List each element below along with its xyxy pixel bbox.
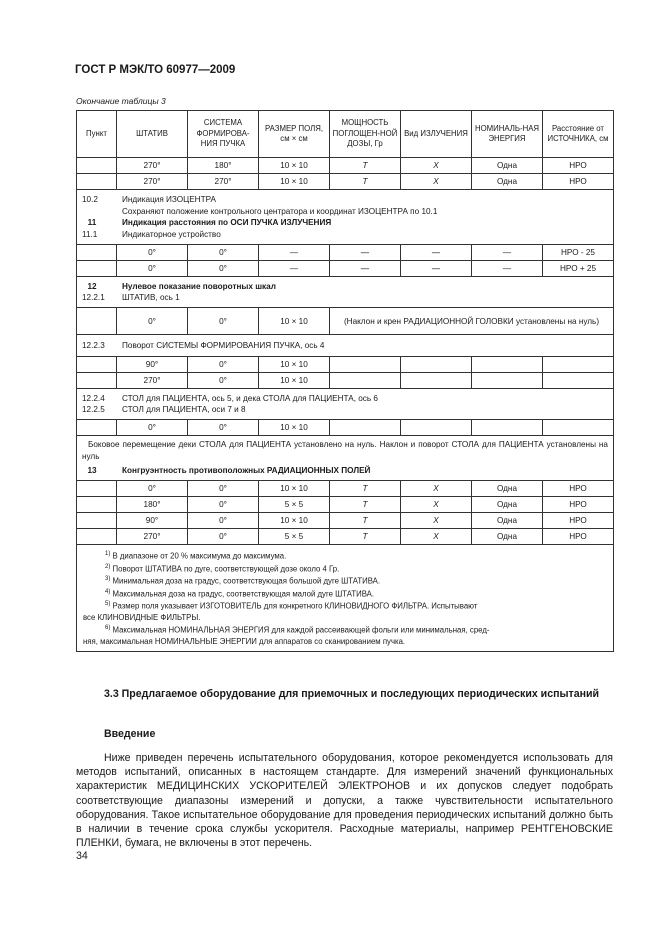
cell-energy: —	[472, 261, 543, 277]
cell-moshchnost: T	[330, 174, 401, 190]
cell-energy	[472, 420, 543, 436]
rows-f	[77, 481, 614, 545]
cell-shtativ: 0°	[117, 245, 188, 261]
table-row	[77, 497, 614, 513]
cell-rasst	[543, 373, 614, 389]
cell-razmer: 10 × 10	[259, 308, 330, 335]
cell-sistema: 0°	[188, 245, 259, 261]
table-row	[77, 261, 614, 277]
section-1224-row	[77, 389, 614, 420]
header-shtativ: ШТАТИВ	[117, 111, 188, 158]
cell-vid: X	[401, 158, 472, 174]
item-number: 13	[87, 466, 97, 476]
cell-punkt	[77, 245, 117, 261]
cell-rasst: НРО + 25	[543, 261, 614, 277]
cell-vid: X	[401, 497, 472, 513]
cell-rasst: НРО	[543, 158, 614, 174]
footnote: $^{1)}$ В диапазоне от 20 % максимума до максимума.	[105, 551, 287, 561]
cell-punkt	[77, 529, 117, 545]
section-12-row	[77, 277, 614, 308]
table-header-row	[77, 111, 614, 158]
cell-moshchnost	[330, 373, 401, 389]
body-paragraph: Ниже приведен перечень испытательного оборудования, которое рекомендуется использовать для методов испытаний, описанных в настоящем стандарте. Для измерений значений функциональных характеристик МЕДИЦИНСКИХ УСКОРИТЕЛЕЙ ЭЛЕКТРОНОВ и их допусков следует подобрать соответствующие диапазоны измерений и допуски, а также чувствительности испытательного оборудования. Такое испытательное оборудование для проведения периодических испытаний должно быть в наличии в течение срока службы ускорителя. Расходные материалы, например РЕНТГЕНОВСКИЕ ПЛЕНКИ, бумага, не включены в этот перечень.	[76, 752, 613, 850]
item-title: Нулевое показание поворотных шкал	[122, 281, 276, 291]
table-row	[77, 357, 614, 373]
cell-razmer: 10 × 10	[259, 481, 330, 497]
cell-shtativ: 0°	[117, 481, 188, 497]
table-row	[77, 308, 614, 335]
cell-punkt	[77, 481, 117, 497]
cell-rasst: НРО	[543, 174, 614, 190]
item-number: 11.1	[82, 229, 98, 239]
item-number: 12.2.5	[82, 405, 105, 414]
cell-rasst	[543, 357, 614, 373]
section-heading: 3.3 Предлагаемое оборудование для приемочных и последующих периодических испытаний	[104, 688, 600, 700]
cell-moshchnost: T	[330, 481, 401, 497]
cell-shtativ: 90°	[117, 513, 188, 529]
cell-sistema: 0°	[188, 513, 259, 529]
page-number: 34	[76, 850, 88, 862]
table-row	[77, 158, 614, 174]
header-punkt: Пункт	[77, 111, 117, 158]
table-row	[77, 513, 614, 529]
cell-razmer: —	[259, 245, 330, 261]
cell-razmer: 10 × 10	[259, 373, 330, 389]
footnote-cont: няя, максимальная НОМИНАЛЬНЫЕ ЭНЕРГИИ для аппаратов со сканированием пучка.	[83, 636, 406, 646]
cell-vid: —	[401, 245, 472, 261]
cell-sistema: 180°	[188, 158, 259, 174]
cell-moshchnost: T	[330, 158, 401, 174]
cell-sistema: 0°	[188, 357, 259, 373]
cell-razmer: 5 × 5	[259, 529, 330, 545]
item-number: 12.2.1	[82, 293, 105, 302]
cell-moshchnost: —	[330, 245, 401, 261]
item-number: 12	[87, 281, 97, 291]
cell-sistema: 0°	[188, 497, 259, 513]
cell-punkt	[77, 497, 117, 513]
cell-punkt	[77, 357, 117, 373]
table-row	[77, 174, 614, 190]
cell-moshchnost: —	[330, 261, 401, 277]
item-number: 12.2.4	[82, 393, 105, 403]
cell-sistema: 0°	[188, 481, 259, 497]
footnote-cont: все КЛИНОВИДНЫЕ ФИЛЬТРЫ.	[83, 612, 201, 622]
cell-shtativ: 270°	[117, 373, 188, 389]
cell-rasst	[543, 420, 614, 436]
cell-sistema: 0°	[188, 529, 259, 545]
footnotes-row	[77, 545, 614, 652]
cell-sistema: 0°	[188, 261, 259, 277]
cell-note: (Наклон и крен РАДИАЦИОННОЙ ГОЛОВКИ установлены на нуль)	[330, 308, 614, 335]
item-title: Поворот СИСТЕМЫ ФОРМИРОВАНИЯ ПУЧКА, ось 4	[122, 340, 325, 350]
cell-rasst: НРО	[543, 529, 614, 545]
item-number: 12.2.3	[82, 340, 105, 350]
cell-vid: X	[401, 529, 472, 545]
cell-moshchnost	[330, 357, 401, 373]
table-row	[77, 373, 614, 389]
section-1223-row	[77, 335, 614, 357]
item-title: Конгруэнтность противоположных РАДИАЦИОННЫХ ПОЛЕЙ	[122, 466, 371, 476]
note-section-13-row	[77, 436, 614, 481]
cell-shtativ: 180°	[117, 497, 188, 513]
cell-moshchnost: T	[330, 497, 401, 513]
footnote: $^{5)}$ Размер поля указывает ИЗГОТОВИТЕЛЬ для конкретного КЛИНОВИДНОГО ФИЛЬТРА. Испытывают	[105, 601, 478, 611]
cell-shtativ: 90°	[117, 357, 188, 373]
table-row	[77, 481, 614, 497]
cell-vid: X	[401, 513, 472, 529]
cell-energy	[472, 373, 543, 389]
cell-moshchnost	[330, 420, 401, 436]
cell-sistema: 0°	[188, 373, 259, 389]
test-table	[76, 110, 614, 652]
footnote: $^{6)}$ Максимальная НОМИНАЛЬНАЯ ЭНЕРГИЯ для каждой рассеивающей фольги или минимальная, сред-	[105, 624, 490, 635]
item-title: Индикаторное устройство	[122, 229, 221, 239]
item-number: 11	[87, 218, 97, 227]
cell-razmer: 10 × 10	[259, 357, 330, 373]
cell-shtativ: 0°	[117, 308, 188, 335]
cell-punkt	[77, 513, 117, 529]
cell-rasst: НРО	[543, 481, 614, 497]
rows-d	[77, 357, 614, 389]
cell-razmer: 5 × 5	[259, 497, 330, 513]
header-rasst: Расстояние от ИСТОЧНИКА, см	[543, 111, 614, 158]
header-energy: НОМИНАЛЬ-НАЯ ЭНЕРГИЯ	[472, 111, 543, 158]
cell-rasst: НРО	[543, 513, 614, 529]
cell-energy: Одна	[472, 513, 543, 529]
section-10-row	[77, 190, 614, 245]
rows-b	[77, 245, 614, 277]
cell-vid: X	[401, 174, 472, 190]
item-title: СТОЛ для ПАЦИЕНТА, ось 5, и дека СТОЛА для ПАЦИЕНТА, ось 6	[122, 393, 378, 403]
header-moshchnost: МОЩНОСТЬ ПОГЛОЩЕН-НОЙ ДОЗЫ, Гр	[330, 111, 401, 158]
cell-shtativ: 0°	[117, 261, 188, 277]
cell-moshchnost: T	[330, 513, 401, 529]
cell-shtativ: 270°	[117, 174, 188, 190]
cell-punkt	[77, 261, 117, 277]
cell-punkt	[77, 158, 117, 174]
header-razmer: РАЗМЕР ПОЛЯ, см × см	[259, 111, 330, 158]
table-row	[77, 420, 614, 436]
subsection-heading: Введение	[104, 728, 156, 740]
cell-vid: —	[401, 261, 472, 277]
header-vid: Вид ИЗЛУЧЕНИЯ	[401, 111, 472, 158]
side-note: Боковое перемещение деки СТОЛА для ПАЦИЕНТА установлено на нуль. Наклон и поворот СТОЛА для ПАЦИЕНТА установлены на нуль	[82, 440, 608, 461]
document-header: ГОСТ Р МЭК/ТО 60977—2009	[75, 64, 236, 76]
cell-vid	[401, 373, 472, 389]
cell-punkt	[77, 373, 117, 389]
cell-energy: —	[472, 245, 543, 261]
rows-a	[77, 158, 614, 190]
cell-punkt	[77, 420, 117, 436]
item-title: СТОЛ для ПАЦИЕНТА, оси 7 и 8	[122, 405, 246, 414]
cell-punkt	[77, 174, 117, 190]
cell-razmer: 10 × 10	[259, 513, 330, 529]
cell-shtativ: 0°	[117, 420, 188, 436]
cell-energy: Одна	[472, 158, 543, 174]
cell-sistema: 0°	[188, 420, 259, 436]
item-text: Сохраняют положение контрольного центратора и координат ИЗОЦЕНТРА по 10.1	[122, 206, 438, 216]
cell-shtativ: 270°	[117, 529, 188, 545]
cell-razmer: 10 × 10	[259, 158, 330, 174]
item-title: ШТАТИВ, ось 1	[122, 293, 180, 302]
footnote: $^{2)}$ Поворот ШТАТИВА по дуге, соответствующей дозе около 4 Гр.	[105, 563, 340, 574]
table-row	[77, 245, 614, 261]
cell-vid	[401, 420, 472, 436]
cell-energy: Одна	[472, 481, 543, 497]
cell-shtativ: 270°	[117, 158, 188, 174]
item-title: Индикация расстояния по ОСИ ПУЧКА ИЗЛУЧЕНИЯ	[122, 218, 332, 227]
cell-razmer: —	[259, 261, 330, 277]
cell-rasst: НРО	[543, 497, 614, 513]
footnote: $^{4)}$ Максимальная доза на градус, соответствующая малой дуге ШТАТИВА.	[105, 588, 375, 599]
cell-razmer: 10 × 10	[259, 174, 330, 190]
cell-vid	[401, 357, 472, 373]
table-row	[77, 529, 614, 545]
cell-razmer: 10 × 10	[259, 420, 330, 436]
cell-sistema: 270°	[188, 174, 259, 190]
cell-energy: Одна	[472, 174, 543, 190]
cell-energy: Одна	[472, 497, 543, 513]
cell-moshchnost: T	[330, 529, 401, 545]
header-sistema: СИСТЕМА ФОРМИРОВА-НИЯ ПУЧКА	[188, 111, 259, 158]
rows-e	[77, 420, 614, 436]
table-caption: Окончание таблицы 3	[76, 96, 166, 106]
cell-energy	[472, 357, 543, 373]
cell-rasst: НРО - 25	[543, 245, 614, 261]
cell-sistema: 0°	[188, 308, 259, 335]
cell-vid: X	[401, 481, 472, 497]
cell-energy: Одна	[472, 529, 543, 545]
footnote: $^{3)}$ Минимальная доза на градус, соответствующая большой дуге ШТАТИВА.	[105, 576, 381, 586]
item-title: Индикация ИЗОЦЕНТРА	[122, 195, 216, 204]
item-number: 10.2	[82, 195, 98, 204]
